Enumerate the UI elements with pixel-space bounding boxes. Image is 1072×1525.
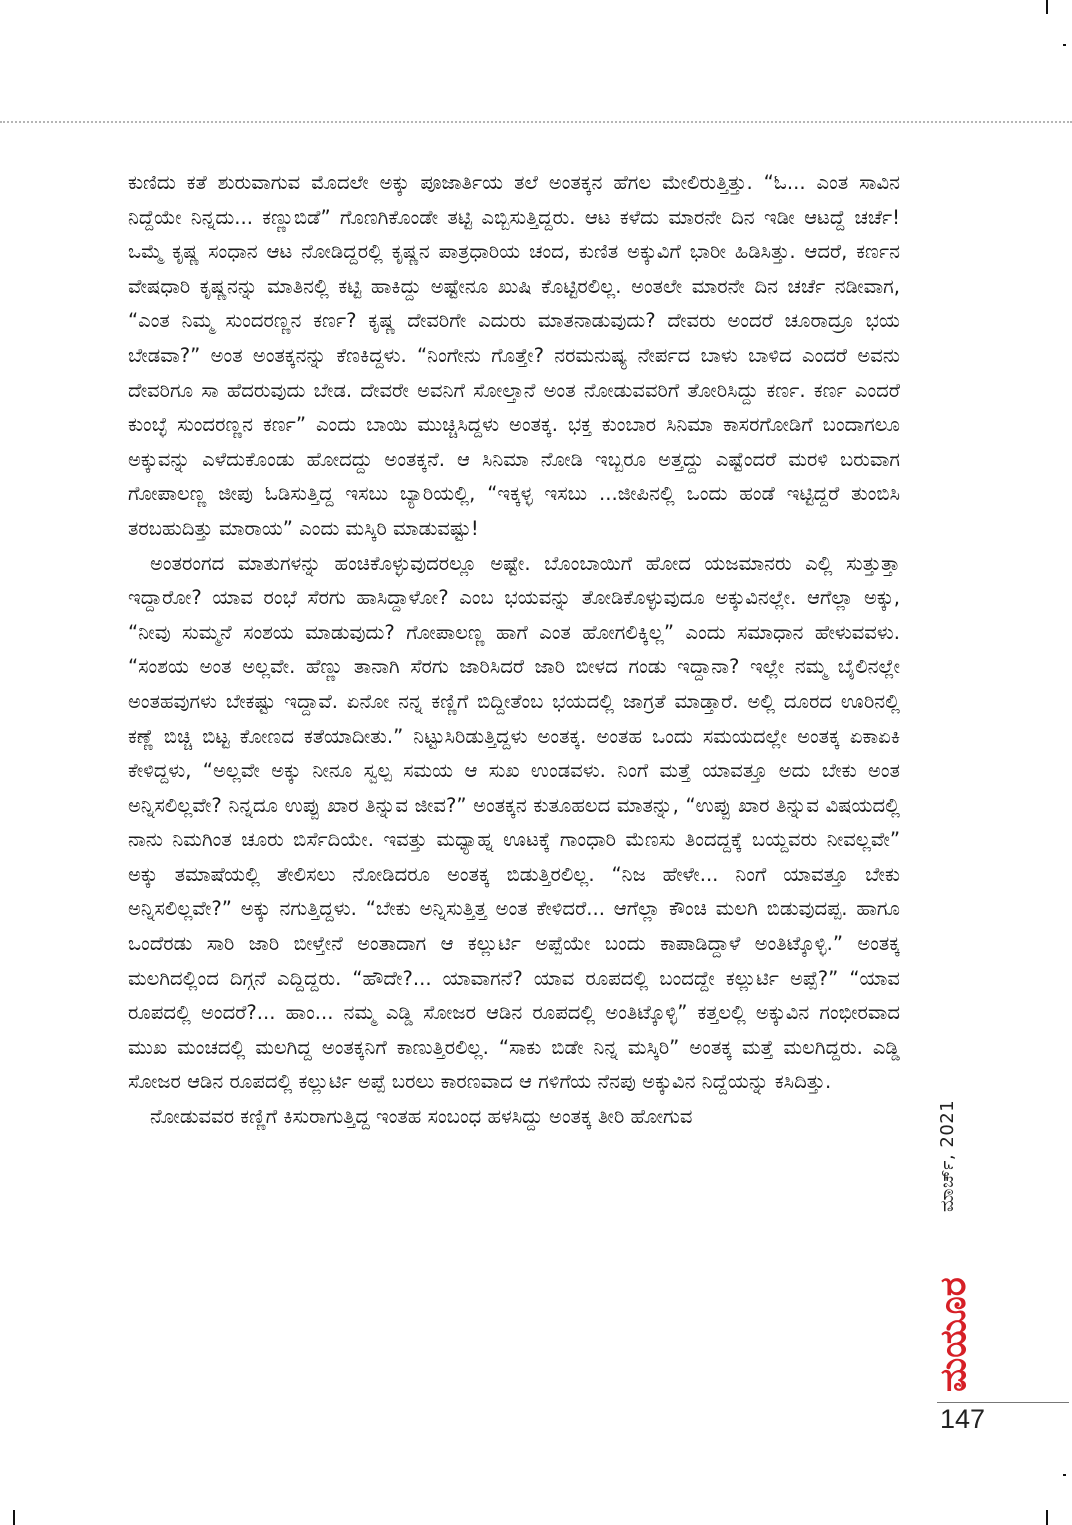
crop-mark-bottom-right-tick [1063,1474,1066,1476]
page-number-rule [937,1402,1069,1403]
crop-mark-bottom-left [13,1510,15,1525]
issue-date: ಮಾರ್ಚ್, 2021 [937,1099,958,1212]
crop-mark-top-right [1046,0,1048,14]
article-paragraph: ಕುಣಿದು ಕತೆ ಶುರುವಾಗುವ ಮೊದಲೇ ಅಕ್ಕು ಪೂಜಾರ್ತಿಯ ತಲೆ ಅಂತಕ್ಕನ ಹೆಗಲ ಮೇಲಿರುತ್ತಿತ್ತು. “ಓ... ಎಂತ ಸಾವಿನ ನಿದ್ದೆಯೇ ನಿನ್ನದು... ಕಣ್ಣುಬಿಡೆ” ಗೊಣಗಿಕೊಂಡೇ ತಟ್ಟಿ ಎಬ್ಬಿಸುತ್ತಿದ್ದರು. ಆಟ ಕಳೆದು ಮಾರನೇ ದಿನ ಇಡೀ ಆಟದ್ದೆ ಚರ್ಚೆ! ಒಮ್ಮೆ ಕೃಷ್ಣ ಸಂಧಾನ ಆಟ ನೋಡಿದ್ದರಲ್ಲಿ ಕೃಷ್ಣನ ಪಾತ್ರಧಾರಿಯ ಚಂದ, ಕುಣಿತ ಅಕ್ಕುವಿಗೆ ಭಾರೀ ಹಿಡಿಸಿತ್ತು. ಆದರೆ, ಕರ್ಣನ ವೇಷಧಾರಿ ಕೃಷ್ಣನನ್ನು ಮಾತಿನಲ್ಲಿ ಕಟ್ಟಿ ಹಾಕಿದ್ದು ಅಷ್ಟೇನೂ ಖುಷಿ ಕೊಟ್ಟಿರಲಿಲ್ಲ. ಅಂತಲೇ ಮಾರನೇ ದಿನ ಚರ್ಚೆ ನಡೀವಾಗ, “ಎಂತ ನಿಮ್ಮ ಸುಂದರಣ್ಣನ ಕರ್ಣ? ಕೃಷ್ಣ ದೇವರಿಗೇ ಎದುರು ಮಾತನಾಡುವುದು? ದೇವರು ಅಂದರೆ ಚೂರಾದ್ರೂ ಭಯ ಬೇಡವಾ?” ಅಂತ ಅಂತಕ್ಕನನ್ನು ಕೆಣಕಿದ್ದಳು. “ನಿಂಗೇನು ಗೊತ್ತೇ? ನರಮನುಷ್ಯ ನೇರ್ಪದ ಬಾಳು ಬಾಳಿದ ಎಂದರೆ ಅವನು ದೇವರಿಗೂ ಸಾ ಹೆದರುವುದು ಬೇಡ. ದೇವರೇ ಅವನಿಗೆ ಸೋಲ್ತಾನೆ ಅಂತ ನೋಡುವವರಿಗೆ ತೋರಿಸಿದ್ದು ಕರ್ಣ. ಕರ್ಣ ಎಂದರೆ ಕುಂಬ್ಳೆ ಸುಂದರಣ್ಣನ ಕರ್ಣ” ಎಂದು ಬಾಯಿ ಮುಚ್ಚಿಸಿದ್ದಳು ಅಂತಕ್ಕ. ಭಕ್ತ ಕುಂಬಾರ ಸಿನಿಮಾ ಕಾಸರಗೋಡಿಗೆ ಬಂದಾಗಲೂ ಅಕ್ಕುವನ್ನು ಎಳೆದುಕೊಂಡು ಹೋದದ್ದು ಅಂತಕ್ಕನೆ. ಆ ಸಿನಿಮಾ ನೋಡಿ ಇಬ್ಬರೂ ಅತ್ತದ್ದು ಎಷ್ಟೆಂದರೆ ಮರಳಿ ಬರುವಾಗ ಗೋಪಾಲಣ್ಣ ಜೀಪು ಓಡಿಸುತ್ತಿದ್ದ ಇಸಬು ಬ್ಯಾರಿಯಲ್ಲಿ, “ಇಕ್ಕಳ್ಳ ಇಸಬು ...ಜೀಪಿನಲ್ಲಿ ಒಂದು ಹಂಡೆ ಇಟ್ಟಿದ್ದರೆ ತುಂಬಿಸಿ ತರಬಹುದಿತ್ತು ಮಾರಾಯ” ಎಂದು ಮಸ್ಕಿರಿ ಮಾಡುವಷ್ಟು! [128,171,901,540]
page-number: 147 [940,1404,986,1434]
crop-mark-top-right-tick [1063,44,1066,46]
crop-mark-bottom-right [1046,1510,1048,1525]
magazine-logo: ಮಯೂರ [933,1277,974,1392]
article-body [128,166,900,1135]
header-dotted-rule [0,121,1072,123]
article-paragraph: ಅಂತರಂಗದ ಮಾತುಗಳನ್ನು ಹಂಚಿಕೊಳ್ಳುವುದರಲ್ಲೂ ಅಷ್ಟೇ. ಬೊಂಬಾಯಿಗೆ ಹೋದ ಯಜಮಾನರು ಎಲ್ಲಿ ಸುತ್ತುತ್ತಾ ಇದ್ದಾರೋ? ಯಾವ ರಂಭೆ ಸೆರಗು ಹಾಸಿದ್ದಾಳೋ? ಎಂಬ ಭಯವನ್ನು ತೋಡಿಕೊಳ್ಳುವುದೂ ಅಕ್ಕುವಿನಲ್ಲೇ. ಆಗೆಲ್ಲಾ ಅಕ್ಕು, “ನೀವು ಸುಮ್ಮನೆ ಸಂಶಯ ಮಾಡುವುದು? ಗೋಪಾಲಣ್ಣ ಹಾಗೆ ಎಂತ ಹೋಗಲಿಕ್ಕಿಲ್ಲ” ಎಂದು ಸಮಾಧಾನ ಹೇಳುವವಳು. “ಸಂಶಯ ಅಂತ ಅಲ್ಲವೇ. ಹೆಣ್ಣು ತಾನಾಗಿ ಸೆರಗು ಜಾರಿಸಿದರೆ ಜಾರಿ ಬೀಳದ ಗಂಡು ಇದ್ದಾನಾ? ಇಲ್ಲೇ ನಮ್ಮ ಬೈಲಿನಲ್ಲೇ ಅಂತಹವುಗಳು ಬೇಕಷ್ಟು ಇದ್ದಾವೆ. ಏನೋ ನನ್ನ ಕಣ್ಣಿಗೆ ಬಿದ್ದೀತೆಂಬ ಭಯದಲ್ಲಿ ಜಾಗ್ರತೆ ಮಾಡ್ತಾರೆ. ಅಲ್ಲಿ ದೂರದ ಊರಿನಲ್ಲಿ ಕಣ್ಣೆ ಬಿಚ್ಚಿ ಬಿಟ್ಟ ಕೋಣದ ಕತೆಯಾದೀತು.” ನಿಟ್ಟುಸಿರಿಡುತ್ತಿದ್ದಳು ಅಂತಕ್ಕ. ಅಂತಹ ಒಂದು ಸಮಯದಲ್ಲೇ ಅಂತಕ್ಕ ಏಕಾಏಕಿ ಕೇಳಿದ್ದಳು, “ಅಲ್ಲವೇ ಅಕ್ಕು ನೀನೂ ಸ್ವಲ್ಪ ಸಮಯ ಆ ಸುಖ ಉಂಡವಳು. ನಿಂಗೆ ಮತ್ತೆ ಯಾವತ್ತೂ ಅದು ಬೇಕು ಅಂತ ಅನ್ನಿಸಲಿಲ್ಲವೇ? ನಿನ್ನದೂ ಉಪ್ಪು ಖಾರ ತಿನ್ನುವ ಜೀವ?” ಅಂತಕ್ಕನ ಕುತೂಹಲದ ಮಾತನ್ನು, “ಉಪ್ಪು ಖಾರ ತಿನ್ನುವ ವಿಷಯದಲ್ಲಿ ನಾನು ನಿಮಗಿಂತ ಚೂರು ಬಿರ್ಸೆದಿಯೇ. ಇವತ್ತು ಮಧ್ಯಾಹ್ನ ಊಟಕ್ಕೆ ಗಾಂಧಾರಿ ಮೆಣಸು ತಿಂದದ್ದಕ್ಕೆ ಬಯ್ದವರು ನೀವಲ್ಲವೇ” ಅಕ್ಕು ತಮಾಷೆಯಲ್ಲಿ ತೇಲಿಸಲು ನೋಡಿದರೂ ಅಂತಕ್ಕ ಬಿಡುತ್ತಿರಲಿಲ್ಲ. “ನಿಜ ಹೇಳೇ... ನಿಂಗೆ ಯಾವತ್ತೂ ಬೇಕು ಅನ್ನಿಸಲಿಲ್ಲವೇ?” ಅಕ್ಕು ನಗುತ್ತಿದ್ದಳು. “ಬೇಕು ಅನ್ನಿಸುತ್ತಿತ್ತ ಅಂತ ಕೇಳಿದರೆ... ಆಗೆಲ್ಲಾ ಕೌಂಚಿ ಮಲಗಿ ಬಿಡುವುದಪ್ಪ. ಹಾಗೂ ಒಂದೆರಡು ಸಾರಿ ಜಾರಿ ಬೀಳ್ತೇನೆ ಅಂತಾದಾಗ ಆ ಕಲ್ಲುರ್ಟಿ ಅಪ್ಪೆಯೇ ಬಂದು ಕಾಪಾಡಿದ್ದಾಳೆ ಅಂತಿಟ್ಕೊಳ್ಳಿ.” ಅಂತಕ್ಕ ಮಲಗಿದಲ್ಲಿಂದ ದಿಗ್ಗನೆ ಎದ್ದಿದ್ದರು. “ಹೌದೇ?... ಯಾವಾಗನೆ? ಯಾವ ರೂಪದಲ್ಲಿ ಬಂದದ್ದೇ ಕಲ್ಲುರ್ಟಿ ಅಪ್ಪೆ?” “ಯಾವ ರೂಪದಲ್ಲಿ ಅಂದರೆ?... ಹಾಂ... ನಮ್ಮ ಎಡ್ಡಿ ಸೋಜರ ಆಡಿನ ರೂಪದಲ್ಲಿ ಅಂತಿಟ್ಕೊಳ್ಳಿ” ಕತ್ತಲಲ್ಲಿ ಅಕ್ಕುವಿನ ಗಂಭೀರವಾದ ಮುಖ ಮಂಚದಲ್ಲಿ ಮಲಗಿದ್ದ ಅಂತಕ್ಕನಿಗೆ ಕಾಣುತ್ತಿರಲಿಲ್ಲ. “ಸಾಕು ಬಿಡೇ ನಿನ್ನ ಮಸ್ಕಿರಿ” ಅಂತಕ್ಕ ಮತ್ತೆ ಮಲಗಿದ್ದರು. ಎಡ್ಡಿ ಸೋಜರ ಆಡಿನ ರೂಪದಲ್ಲಿ ಕಲ್ಲುರ್ಟಿ ಅಪ್ಪೆ ಬರಲು ಕಾರಣವಾದ ಆ ಗಳಿಗೆಯ ನೆನಪು ಅಕ್ಕುವಿನ ನಿದ್ದೆಯನ್ನು ಕಸಿದಿತ್ತು. [128,551,900,1094]
article-paragraph: ನೋಡುವವರ ಕಣ್ಣಿಗೆ ಕಿಸುರಾಗುತ್ತಿದ್ದ ಇಂತಹ ಸಂಬಂಧ ಹಳಸಿದ್ದು ಅಂತಕ್ಕ ತೀರಿ ಹೋಗುವ [150,1105,693,1129]
